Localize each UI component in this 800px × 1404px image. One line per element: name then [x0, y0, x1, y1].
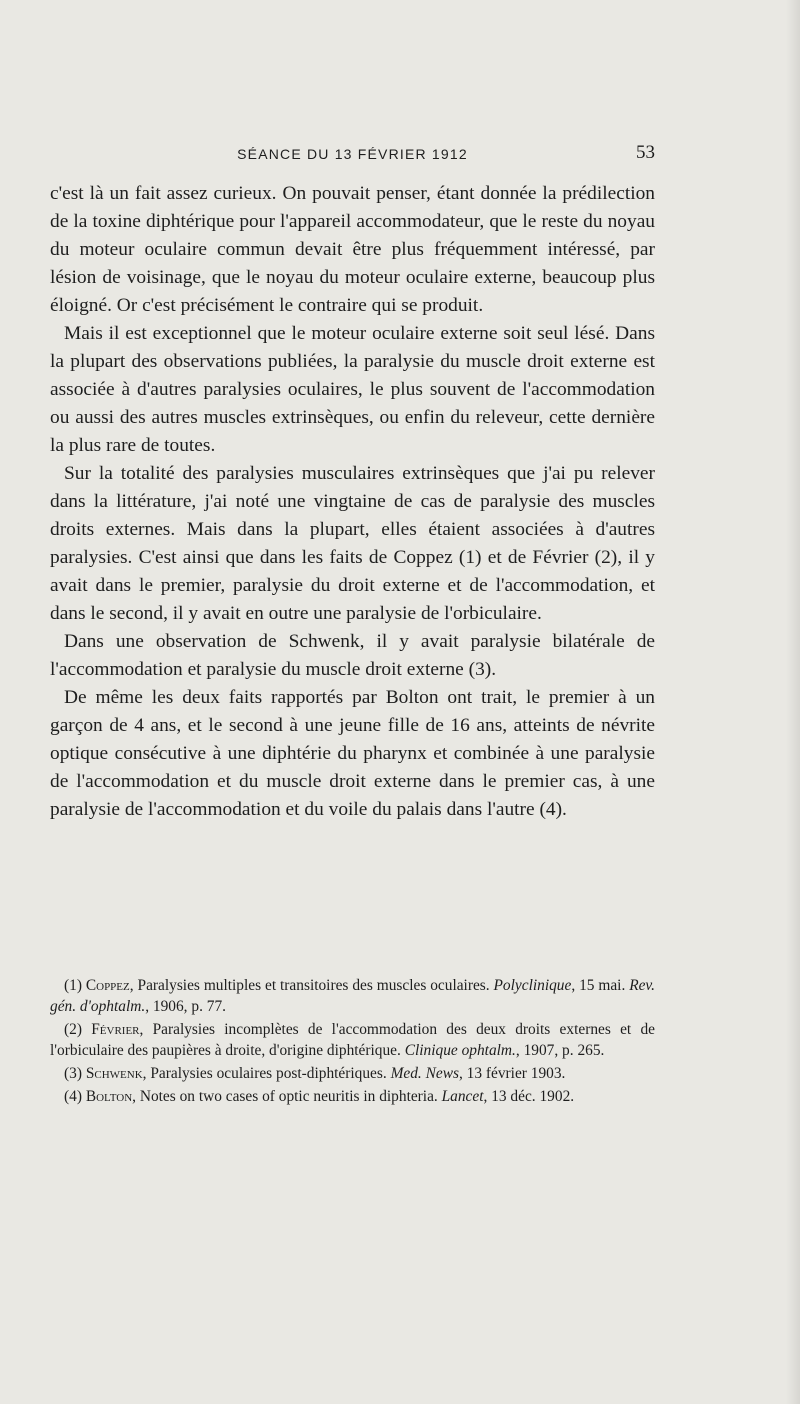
- page-number: 53: [636, 142, 655, 163]
- footnote-number: (3): [64, 1065, 82, 1082]
- footnote-source: Med. News: [390, 1065, 459, 1082]
- footnote-author: Bolton: [85, 1088, 133, 1105]
- page-edge-shadow: [786, 0, 800, 1404]
- footnote-text: , Paralysies multiples et transitoires des muscles oculaires.: [129, 977, 494, 994]
- running-title: SÉANCE DU 13 FÉVRIER 1912: [237, 146, 468, 162]
- footnote-text: , Paralysies oculaires post-diphtériques.: [142, 1065, 391, 1082]
- footnote-text: , 1906, p. 77.: [145, 998, 227, 1015]
- footnote-text: , Notes on two cases of optic neuritis in diphteria.: [132, 1088, 442, 1105]
- footnote: [50, 975, 655, 1017]
- footnote-text: , 1907, p. 265.: [515, 1042, 605, 1059]
- footnote-text: , Paralysies incomplètes de l'accommodation des deux droits externes et de l'orbiculaire des paupières à droite, d'origine diphtérique.: [50, 1021, 655, 1059]
- page-header: [50, 142, 655, 172]
- footnote-number: (2): [64, 1021, 82, 1038]
- footnote-source: Lancet: [441, 1088, 484, 1105]
- footnote-author: Coppez: [85, 977, 130, 994]
- paragraph: Mais il est exceptionnel que le moteur oculaire externe soit seul lésé. Dans la plupart des observations publiées, la paralysie du muscle droit externe est associée à d'autres paralysies oculaires, le plus souvent de l'accommodation ou aussi des autres muscles extrinsèques, ou enfin du releveur, cette dernière la plus rare de toutes.: [50, 323, 655, 456]
- footnotes: [50, 975, 655, 1109]
- footnote-source: Clinique ophtalm.: [404, 1042, 516, 1059]
- footnote-author: Février: [91, 1021, 140, 1038]
- footnote-source: Rev. gén. d'ophtalm.: [50, 977, 655, 1015]
- footnote-text: , 13 déc. 1902.: [483, 1088, 575, 1105]
- footnote: [50, 1019, 655, 1061]
- paragraph: c'est là un fait assez curieux. On pouvait penser, étant donnée la prédilection de la toxine diphtérique pour l'appareil accommodateur, que le reste du noyau du moteur oculaire commun devait être plus fréquemment intéressé, par lésion de voisinage, que le noyau du moteur oculaire externe, beaucoup plus éloigné. Or c'est précisément le contraire qui se produit.: [50, 183, 655, 316]
- footnote: [50, 1063, 655, 1084]
- footnote: [50, 1086, 655, 1107]
- paragraph: Sur la totalité des paralysies musculaires extrinsèques que j'ai pu relever dans la littérature, j'ai noté une vingtaine de cas de paralysie des muscles droits externes. Mais dans la plupart, elles étaient associées à d'autres paralysies. C'est ainsi que dans les faits de Coppez (1) et de Février (2), il y avait dans le premier, paralysie du droit externe et de l'accommodation, et dans le second, il y avait en outre une paralysie de l'orbiculaire.: [50, 463, 655, 624]
- paragraph: Dans une observation de Schwenk, il y avait paralysie bilatérale de l'accommodation et paralysie du muscle droit externe (3).: [50, 631, 655, 680]
- body-text: [50, 180, 655, 824]
- paragraph: De même les deux faits rapportés par Bolton ont trait, le premier à un garçon de 4 ans, et le second à une jeune fille de 16 ans, atteints de névrite optique consécutive à une diphtérie du pharynx et combinée à une paralysie de l'accommodation et du muscle droit externe dans le premier cas, à une paralysie de l'accommodation et du voile du palais dans l'autre (4).: [50, 687, 655, 820]
- footnote-number: (4): [64, 1088, 82, 1105]
- footnote-author: Schwenk: [85, 1065, 143, 1082]
- footnote-text: , 15 mai.: [571, 977, 630, 994]
- footnote-number: (1): [64, 977, 82, 994]
- footnote-text: , 13 février 1903.: [458, 1065, 566, 1082]
- footnote-source: Polyclinique: [493, 977, 572, 994]
